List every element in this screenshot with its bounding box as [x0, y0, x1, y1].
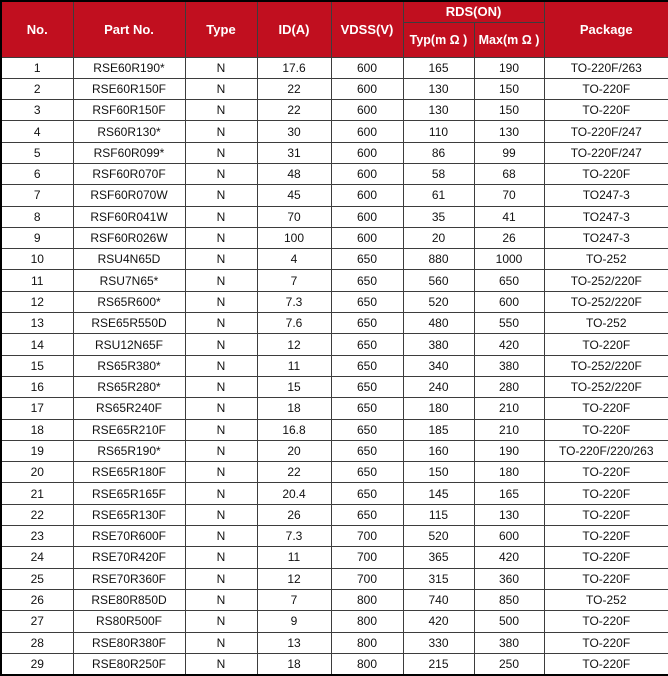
- table-cell: 2: [1, 78, 73, 99]
- table-cell: 600: [331, 227, 403, 248]
- table-cell: 650: [331, 483, 403, 504]
- table-cell: TO-220F: [544, 78, 668, 99]
- table-cell: N: [185, 334, 257, 355]
- table-cell: 6: [1, 163, 73, 184]
- table-cell: 600: [331, 142, 403, 163]
- table-cell: 10: [1, 249, 73, 270]
- table-cell: RSU12N65F: [73, 334, 185, 355]
- table-cell: TO-220F/247: [544, 142, 668, 163]
- table-cell: N: [185, 78, 257, 99]
- table-cell: 18: [257, 653, 331, 675]
- table-cell: 7: [257, 589, 331, 610]
- header-rds-max: Max(m Ω ): [474, 22, 544, 57]
- table-row: [1, 334, 668, 355]
- table-cell: N: [185, 291, 257, 312]
- table-cell: 600: [474, 526, 544, 547]
- table-cell: 31: [257, 142, 331, 163]
- table-cell: 19: [1, 440, 73, 461]
- table-cell: 27: [1, 611, 73, 632]
- table-cell: 650: [331, 355, 403, 376]
- table-cell: 420: [403, 611, 474, 632]
- table-cell: RS65R280*: [73, 376, 185, 397]
- table-cell: 740: [403, 589, 474, 610]
- table-cell: N: [185, 483, 257, 504]
- table-cell: 600: [331, 57, 403, 78]
- table-cell: 700: [331, 547, 403, 568]
- table-cell: TO-220F: [544, 462, 668, 483]
- table-cell: 420: [474, 334, 544, 355]
- table-cell: RS65R190*: [73, 440, 185, 461]
- table-cell: 130: [403, 100, 474, 121]
- table-cell: 100: [257, 227, 331, 248]
- table-cell: 365: [403, 547, 474, 568]
- table-row: [1, 398, 668, 419]
- table-cell: 600: [331, 78, 403, 99]
- table-cell: TO-252/220F: [544, 291, 668, 312]
- table-body: [1, 57, 668, 675]
- table-cell: TO-220F/263: [544, 57, 668, 78]
- table-cell: N: [185, 142, 257, 163]
- table-cell: TO-220F: [544, 100, 668, 121]
- table-cell: N: [185, 355, 257, 376]
- table-cell: RSF60R026W: [73, 227, 185, 248]
- table-cell: RSE80R380F: [73, 632, 185, 653]
- table-row: [1, 270, 668, 291]
- table-cell: 3: [1, 100, 73, 121]
- table-cell: 16: [1, 376, 73, 397]
- table-cell: TO-220F: [544, 547, 668, 568]
- table-cell: TO-220F: [544, 526, 668, 547]
- table-cell: N: [185, 611, 257, 632]
- table-cell: 45: [257, 185, 331, 206]
- table-cell: 12: [1, 291, 73, 312]
- table-cell: 800: [331, 653, 403, 675]
- table-cell: 7: [257, 270, 331, 291]
- table-cell: 600: [331, 185, 403, 206]
- table-row: [1, 249, 668, 270]
- table-row: [1, 462, 668, 483]
- table-cell: 22: [257, 462, 331, 483]
- table-cell: N: [185, 440, 257, 461]
- table-cell: 25: [1, 568, 73, 589]
- table-cell: N: [185, 462, 257, 483]
- table-cell: TO-220F: [544, 398, 668, 419]
- table-cell: N: [185, 270, 257, 291]
- table-cell: 58: [403, 163, 474, 184]
- table-cell: 145: [403, 483, 474, 504]
- table-cell: 650: [331, 334, 403, 355]
- table-cell: 12: [257, 334, 331, 355]
- table-cell: 21: [1, 483, 73, 504]
- table-row: [1, 568, 668, 589]
- table-cell: 240: [403, 376, 474, 397]
- table-cell: 800: [331, 611, 403, 632]
- table-cell: 315: [403, 568, 474, 589]
- table-row: [1, 227, 668, 248]
- table-cell: TO247-3: [544, 206, 668, 227]
- table-cell: RSE60R190*: [73, 57, 185, 78]
- table-cell: TO-252: [544, 589, 668, 610]
- table-cell: 86: [403, 142, 474, 163]
- table-cell: 650: [331, 376, 403, 397]
- table-cell: 7.3: [257, 526, 331, 547]
- table-cell: N: [185, 163, 257, 184]
- table-cell: 360: [474, 568, 544, 589]
- table-cell: 7: [1, 185, 73, 206]
- table-cell: 22: [257, 78, 331, 99]
- table-cell: N: [185, 376, 257, 397]
- table-cell: 70: [474, 185, 544, 206]
- table-cell: RSE65R130F: [73, 504, 185, 525]
- table-cell: 650: [474, 270, 544, 291]
- table-cell: RS65R380*: [73, 355, 185, 376]
- table-cell: 26: [257, 504, 331, 525]
- table-cell: 380: [474, 355, 544, 376]
- table-cell: 11: [257, 355, 331, 376]
- table-cell: 11: [257, 547, 331, 568]
- table-cell: RSF60R041W: [73, 206, 185, 227]
- table-cell: 850: [474, 589, 544, 610]
- table-row: [1, 313, 668, 334]
- table-cell: TO-220F: [544, 334, 668, 355]
- table-cell: TO-252: [544, 313, 668, 334]
- table-cell: 600: [474, 291, 544, 312]
- table-cell: 185: [403, 419, 474, 440]
- header-id-a: ID(A): [257, 1, 331, 57]
- table-cell: 18: [1, 419, 73, 440]
- table-cell: RSE65R165F: [73, 483, 185, 504]
- table-cell: 340: [403, 355, 474, 376]
- table-row: [1, 632, 668, 653]
- table-row: [1, 185, 668, 206]
- header-package: Package: [544, 1, 668, 57]
- table-cell: TO-220F: [544, 504, 668, 525]
- table-cell: 23: [1, 526, 73, 547]
- table-cell: 20: [1, 462, 73, 483]
- table-cell: TO-220F: [544, 653, 668, 675]
- table-cell: 5: [1, 142, 73, 163]
- table-cell: 180: [474, 462, 544, 483]
- table-header: [1, 1, 668, 57]
- table-cell: 330: [403, 632, 474, 653]
- table-cell: RSU4N65D: [73, 249, 185, 270]
- table-cell: 24: [1, 547, 73, 568]
- table-cell: 180: [403, 398, 474, 419]
- table-row: [1, 376, 668, 397]
- table-cell: 13: [1, 313, 73, 334]
- table-cell: 600: [331, 206, 403, 227]
- table-cell: N: [185, 100, 257, 121]
- table-cell: 130: [474, 121, 544, 142]
- table-cell: RSE70R360F: [73, 568, 185, 589]
- table-cell: 9: [257, 611, 331, 632]
- table-cell: 15: [1, 355, 73, 376]
- table-cell: 880: [403, 249, 474, 270]
- table-cell: 35: [403, 206, 474, 227]
- table-cell: 165: [474, 483, 544, 504]
- table-row: [1, 589, 668, 610]
- table-cell: TO247-3: [544, 227, 668, 248]
- table-cell: 800: [331, 632, 403, 653]
- table-cell: 215: [403, 653, 474, 675]
- table-cell: TO-252/220F: [544, 355, 668, 376]
- table-cell: TO-220F: [544, 483, 668, 504]
- table-cell: 650: [331, 398, 403, 419]
- table-cell: 17: [1, 398, 73, 419]
- table-cell: TO-220F: [544, 568, 668, 589]
- table-cell: 210: [474, 419, 544, 440]
- table-cell: 650: [331, 440, 403, 461]
- table-cell: 9: [1, 227, 73, 248]
- table-cell: 61: [403, 185, 474, 206]
- header-rds-typ: Typ(m Ω ): [403, 22, 474, 57]
- table-cell: 1000: [474, 249, 544, 270]
- table-cell: N: [185, 632, 257, 653]
- table-cell: 550: [474, 313, 544, 334]
- table-cell: N: [185, 313, 257, 334]
- table-cell: TO-220F: [544, 419, 668, 440]
- table-cell: TO-220F: [544, 163, 668, 184]
- table-cell: N: [185, 57, 257, 78]
- table-cell: 26: [1, 589, 73, 610]
- table-cell: 30: [257, 121, 331, 142]
- header-vdss-v: VDSS(V): [331, 1, 403, 57]
- table-cell: RSU7N65*: [73, 270, 185, 291]
- table-cell: RSE70R600F: [73, 526, 185, 547]
- table-cell: 99: [474, 142, 544, 163]
- table-cell: 520: [403, 291, 474, 312]
- table-cell: 420: [474, 547, 544, 568]
- table-row: [1, 653, 668, 675]
- table-cell: 20.4: [257, 483, 331, 504]
- table-cell: 800: [331, 589, 403, 610]
- table-cell: 130: [403, 78, 474, 99]
- table-cell: 700: [331, 568, 403, 589]
- table-cell: 115: [403, 504, 474, 525]
- table-cell: 160: [403, 440, 474, 461]
- table-cell: 48: [257, 163, 331, 184]
- table-cell: 600: [331, 100, 403, 121]
- table-cell: 70: [257, 206, 331, 227]
- table-cell: RS65R240F: [73, 398, 185, 419]
- table-row: [1, 419, 668, 440]
- table-cell: RSE60R150F: [73, 78, 185, 99]
- table-row: [1, 121, 668, 142]
- table-cell: 650: [331, 249, 403, 270]
- table-cell: N: [185, 206, 257, 227]
- table-cell: 700: [331, 526, 403, 547]
- table-cell: 11: [1, 270, 73, 291]
- table-cell: N: [185, 547, 257, 568]
- table-row: [1, 163, 668, 184]
- table-cell: 560: [403, 270, 474, 291]
- table-cell: RSF60R150F: [73, 100, 185, 121]
- table-cell: N: [185, 419, 257, 440]
- table-cell: 210: [474, 398, 544, 419]
- table-cell: 16.8: [257, 419, 331, 440]
- table-cell: 13: [257, 632, 331, 653]
- table-cell: 520: [403, 526, 474, 547]
- table-cell: TO-252/220F: [544, 270, 668, 291]
- table-cell: TO-220F: [544, 632, 668, 653]
- table-cell: 150: [474, 78, 544, 99]
- table-cell: 600: [331, 121, 403, 142]
- table-cell: 650: [331, 291, 403, 312]
- table-row: [1, 291, 668, 312]
- table-cell: N: [185, 121, 257, 142]
- table-cell: 12: [257, 568, 331, 589]
- table-cell: RS80R500F: [73, 611, 185, 632]
- table-cell: 250: [474, 653, 544, 675]
- table-cell: 4: [1, 121, 73, 142]
- table-cell: N: [185, 227, 257, 248]
- table-cell: 29: [1, 653, 73, 675]
- table-cell: 18: [257, 398, 331, 419]
- table-cell: 14: [1, 334, 73, 355]
- table-cell: 650: [331, 270, 403, 291]
- table-cell: N: [185, 249, 257, 270]
- header-part-no: Part No.: [73, 1, 185, 57]
- table-cell: 8: [1, 206, 73, 227]
- header-rds-on: RDS(ON): [403, 1, 544, 22]
- table-cell: 190: [474, 440, 544, 461]
- table-cell: 380: [403, 334, 474, 355]
- table-row: [1, 547, 668, 568]
- table-cell: RSF60R070W: [73, 185, 185, 206]
- table-cell: RS65R600*: [73, 291, 185, 312]
- table-cell: 4: [257, 249, 331, 270]
- table-cell: TO-220F: [544, 611, 668, 632]
- table-cell: 26: [474, 227, 544, 248]
- table-cell: RSE65R550D: [73, 313, 185, 334]
- table-cell: TO-252/220F: [544, 376, 668, 397]
- table-cell: 7.6: [257, 313, 331, 334]
- table-cell: 650: [331, 419, 403, 440]
- header-no: No.: [1, 1, 73, 57]
- table-cell: 41: [474, 206, 544, 227]
- table-cell: TO-220F/247: [544, 121, 668, 142]
- table-cell: 68: [474, 163, 544, 184]
- table-cell: 500: [474, 611, 544, 632]
- table-row: [1, 206, 668, 227]
- table-row: [1, 483, 668, 504]
- table-cell: 650: [331, 313, 403, 334]
- table-cell: 380: [474, 632, 544, 653]
- table-cell: N: [185, 526, 257, 547]
- table-cell: 20: [257, 440, 331, 461]
- table-row: [1, 78, 668, 99]
- table-cell: N: [185, 653, 257, 675]
- table-cell: N: [185, 504, 257, 525]
- table-cell: TO247-3: [544, 185, 668, 206]
- table-row: [1, 100, 668, 121]
- table-cell: RSF60R070F: [73, 163, 185, 184]
- table-cell: RS60R130*: [73, 121, 185, 142]
- table-cell: 110: [403, 121, 474, 142]
- table-cell: N: [185, 398, 257, 419]
- table-cell: 190: [474, 57, 544, 78]
- table-row: [1, 611, 668, 632]
- table-cell: 17.6: [257, 57, 331, 78]
- table-cell: 28: [1, 632, 73, 653]
- table-cell: 1: [1, 57, 73, 78]
- table-cell: 20: [403, 227, 474, 248]
- table-cell: 130: [474, 504, 544, 525]
- table-row: [1, 504, 668, 525]
- table-row: [1, 142, 668, 163]
- table-cell: 22: [1, 504, 73, 525]
- table-row: [1, 526, 668, 547]
- table-cell: 7.3: [257, 291, 331, 312]
- table-cell: 280: [474, 376, 544, 397]
- table-cell: 150: [403, 462, 474, 483]
- table-cell: RSE65R210F: [73, 419, 185, 440]
- table-row: [1, 440, 668, 461]
- table-row: [1, 355, 668, 376]
- table-cell: 650: [331, 462, 403, 483]
- table-cell: RSE70R420F: [73, 547, 185, 568]
- table-cell: 650: [331, 504, 403, 525]
- table-cell: N: [185, 589, 257, 610]
- table-cell: N: [185, 568, 257, 589]
- table-cell: 150: [474, 100, 544, 121]
- table-cell: 165: [403, 57, 474, 78]
- table-cell: 22: [257, 100, 331, 121]
- table-cell: 600: [331, 163, 403, 184]
- header-type: Type: [185, 1, 257, 57]
- table-cell: RSF60R099*: [73, 142, 185, 163]
- table-cell: 480: [403, 313, 474, 334]
- table-cell: TO-220F/220/263: [544, 440, 668, 461]
- table-cell: 15: [257, 376, 331, 397]
- table-row: [1, 57, 668, 78]
- table-cell: RSE80R250F: [73, 653, 185, 675]
- table-cell: RSE80R850D: [73, 589, 185, 610]
- table-cell: N: [185, 185, 257, 206]
- table-cell: RSE65R180F: [73, 462, 185, 483]
- table-cell: TO-252: [544, 249, 668, 270]
